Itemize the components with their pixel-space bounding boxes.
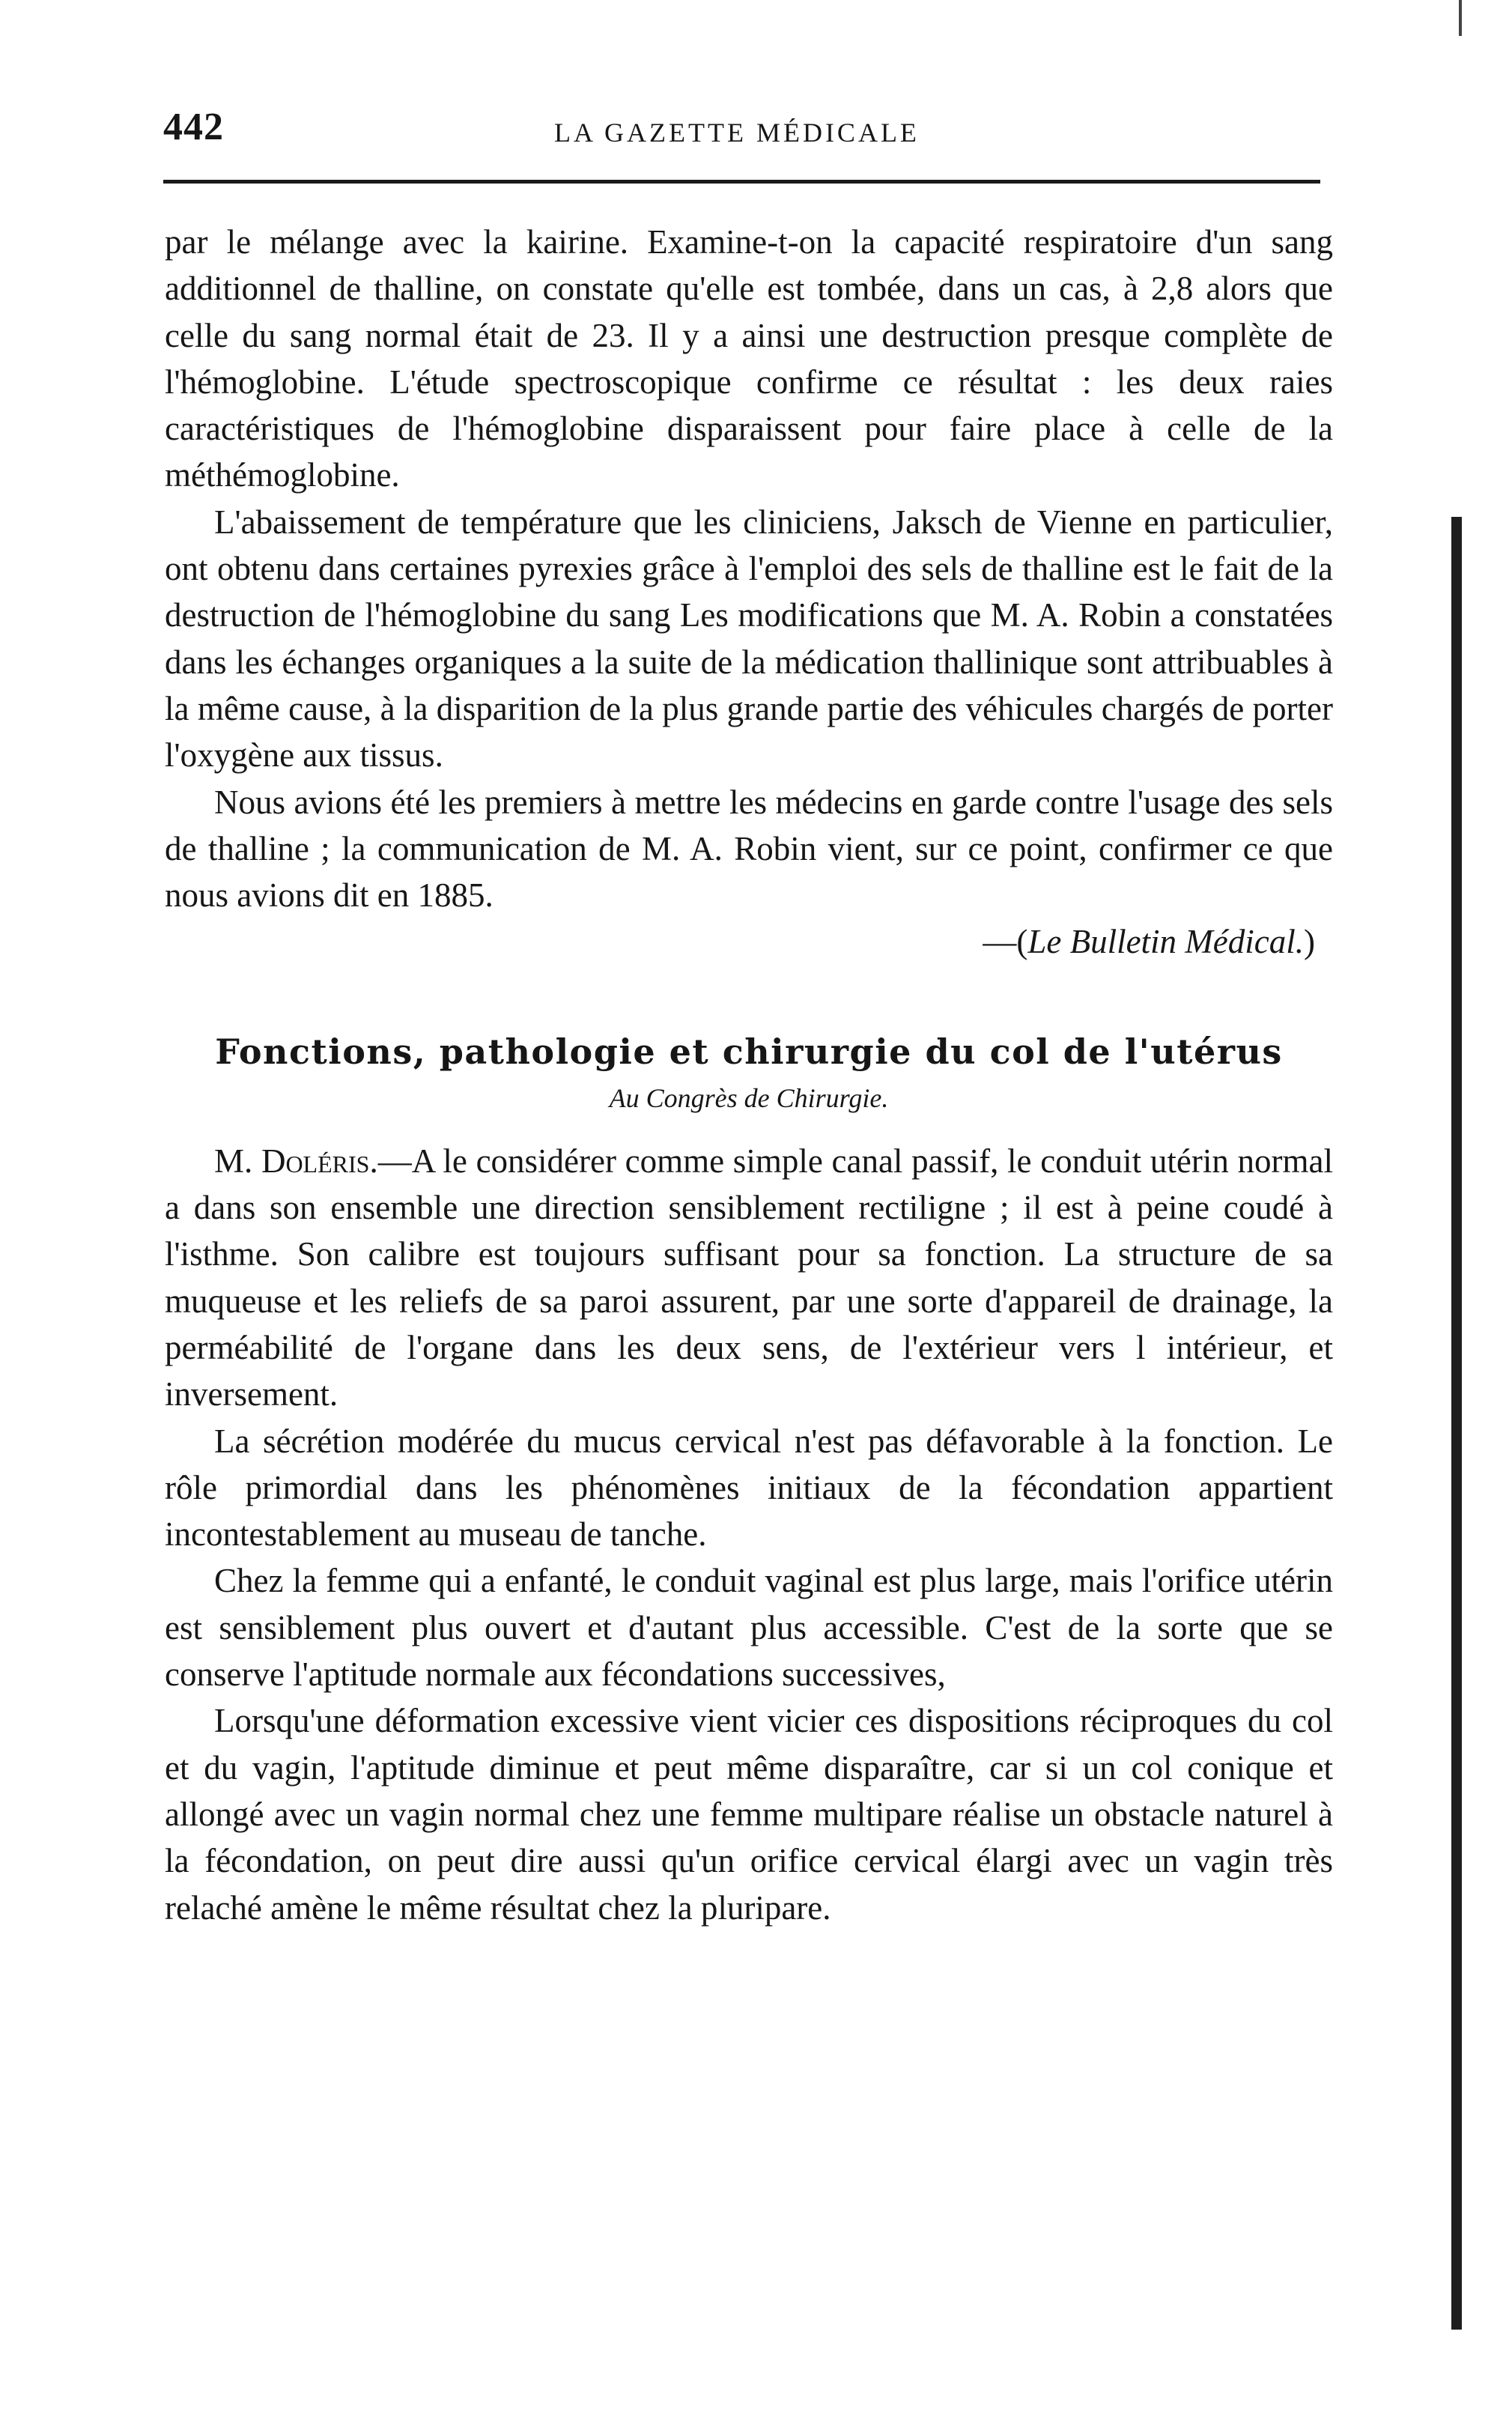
citation-prefix: —( — [983, 923, 1028, 961]
section-title: Fonctions, pathologie et chirurgie du col de l'utérus — [215, 1031, 1283, 1072]
article1-citation — [165, 918, 1333, 965]
article2-paragraph-4: Lorsqu'une déformation excessive vient vicier ces dispositions réciproques du col et du vagin, l'aptitude diminue et peut même disparaître, car si un col conique et allongé avec un vagin normal chez une femme multipare réalise un obstacle naturel à la fécondation, on peut dire aussi qu'un orifice cervical élargi avec un vagin très relaché amène le même résultat chez la pluripare. — [165, 1702, 1333, 1927]
body-text — [165, 219, 1333, 1931]
citation-suffix: ) — [1304, 923, 1315, 961]
article1-paragraph-2: L'abaissement de température que les cliniciens, Jaksch de Vienne en particulier, ont obtenu dans certaines pyrexies grâce à l'emploi des sels de thalline est le fait de la destruction de l'hémoglobine du sang Les modifications que M. A. Robin a constatées dans les échanges organiques a la suite de la médication thallinique sont attribuables à la même cause, à la disparition de la plus grande partie des véhicules chargés de porter l'oxygène aux tissus. — [165, 503, 1333, 775]
section-subtitle: Au Congrès de Chirurgie. — [609, 1082, 889, 1113]
running-head: LA GAZETTE MÉDICALE — [554, 118, 920, 148]
page-edge-bar — [1451, 517, 1462, 2330]
header-rule — [163, 180, 1320, 184]
article2-paragraph-2: La sécrétion modérée du mucus cervical n'est pas défavorable à la fonction. Le rôle primordial dans les phénomènes initiaux de la fécondation appartient incontestablement au museau de tanche. — [165, 1422, 1333, 1554]
article2-author: M. Doléris. — [214, 1142, 378, 1180]
page-edge-mark — [1459, 0, 1462, 36]
section-gap — [165, 966, 1333, 1028]
article2-paragraph-1 — [165, 1138, 1333, 1418]
article1-paragraph-1: par le mélange avec la kairine. Examine-t-on la capacité respiratoire d'un sang additionnel de thalline, on constate qu'elle est tombée, dans un cas, à 2,8 alors que celle du sang normal était de 23. Il y a ainsi une destruction presque complète de l'hémoglobine. L'étude spectroscopique confirme ce résultat : les deux raies caractéristiques de l'hémoglobine disparaissent pour faire place à celle de la méthémoglobine. — [165, 223, 1333, 494]
article1-paragraph-3: Nous avions été les premiers à mettre les médecins en garde contre l'usage des sels de thalline ; la communication de M. A. Robin vient, sur ce point, confirmer ce que nous avions dit en 1885. — [165, 783, 1333, 915]
citation-source: Le Bulletin Médical. — [1027, 923, 1304, 961]
page-number: 442 — [163, 106, 224, 148]
article2-paragraph-3: Chez la femme qui a enfanté, le conduit vaginal est plus large, mais l'orifice utérin est sensiblement plus ouvert et d'autant plus accessible. C'est de la sorte que se conserve l'aptitude normale aux fécondations successives, — [165, 1562, 1333, 1694]
article2-paragraph-1-text: —A le considérer comme simple canal passif, le conduit utérin normal a dans son ensemble une direction sensiblement rectiligne ; il est à peine coudé à l'isthme. Son calibre est toujours suffisant pour sa fonction. La structure de sa muqueuse et les reliefs de sa paroi assurent, par une sorte d'appareil de drainage, la perméabilité de l'organe dans les deux sens, de l'extérieur vers l intérieur, et inversement. — [165, 1142, 1333, 1413]
